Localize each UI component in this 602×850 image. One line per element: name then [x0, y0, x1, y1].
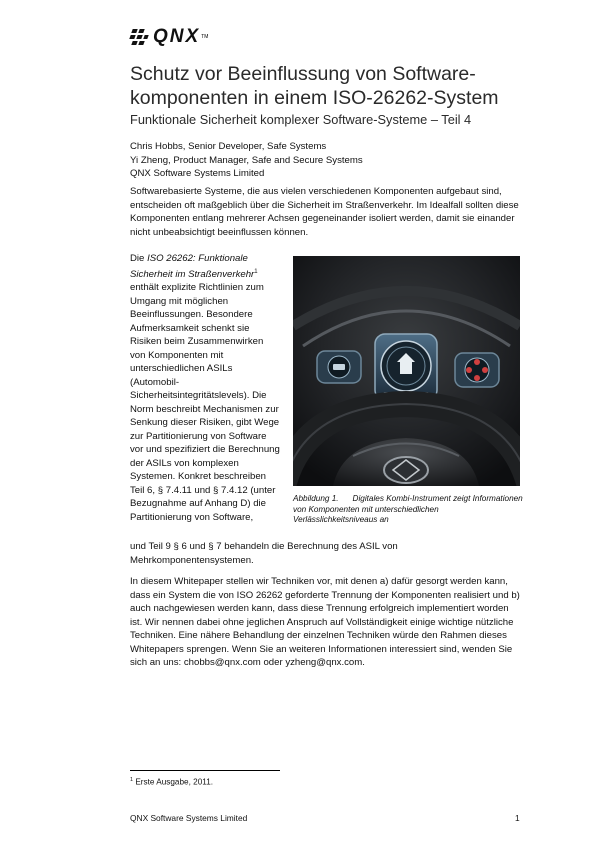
- figure-caption: [293, 494, 523, 526]
- footnote-number: 1: [130, 777, 134, 783]
- paragraph-prefix: Die: [130, 253, 148, 264]
- title-line-1: Schutz vor Beeinflussung von Software-: [130, 63, 476, 85]
- page-number: 1: [515, 813, 520, 823]
- qnx-logo: [130, 27, 208, 47]
- qnx-logo-mark-icon: [130, 28, 148, 46]
- footnote: [130, 775, 213, 788]
- standard-paragraph-body: enthält explizite Richtlinien zum Umgang mit möglichen Beeinflussungen. Besondere Aufmerksamkeit schenkt sie Risiken beim Zusammenwirken von Komponenten mit unterschiedlichen ASILs (Automobil-Sicherheitsintegritätslevels). Die Norm beschreibt Mechanismen zur Senkung dieser Risiken, gibt Wege zur Partitionierung von Software vor und spezifiziert die Berechnung der ASILs von komplexen Systemen. Konkret beschreiben Teil 6, § 7.4.11 und § 7.4.12 (unter Bezugnahme auf Anhang D) die Partitionierung von Software,: [130, 282, 280, 523]
- document-title: [130, 62, 570, 110]
- instrument-cluster-illustration: [293, 256, 520, 486]
- partition-paragraph-tail: und Teil 9 § 6 und § 7 behandeln die Berechnung des ASIL von Mehrkomponentensystemen.: [130, 541, 398, 566]
- footnote-reference: 1: [254, 268, 258, 275]
- footer-company: QNX Software Systems Limited: [130, 813, 248, 823]
- figure-caption-text: Digitales Kombi-Instrument zeigt Informationen von Komponenten mit unterschiedlichen Verlässlichkeitsniveaus an: [293, 494, 523, 524]
- techniques-paragraph: In diesem Whitepaper stellen wir Techniken vor, mit denen a) dafür gesorgt werden kann, dass ein System die von ISO 26262 geforderte Trennung der Komponenten realisiert und b) auch nachgewiesen werden kann, dass diese Trennung erfolgreich implementiert worden ist. Wir nennen dabei ohne jeglichen Anspruch auf Vollständigkeit einige wichtige nützliche Techniken. Eine nähere Behandlung der einzelnen Techniken würde den Rahmen dieses Whitepapers sprengen. Wenn Sie an weiteren Informationen interessiert sind, wenden Sie sich an uns: chobbs@qnx.com oder yzheng@qnx.com.: [130, 576, 520, 668]
- logo-text: QNX: [153, 26, 201, 47]
- standard-paragraph: [130, 252, 280, 524]
- author-line: QNX Software Systems Limited: [130, 168, 265, 179]
- footnote-divider: [130, 770, 280, 771]
- logo-trademark: TM: [201, 34, 209, 40]
- standard-title: ISO 26262: Funktionale Sicherheit im Straßenverkehr: [130, 253, 255, 280]
- author-line: Yi Zheng, Product Manager, Safe and Secure Systems: [130, 154, 363, 166]
- intro-paragraph: Softwarebasierte Systeme, die aus vielen verschiedenen Komponenten aufgebaut sind, entscheiden oft maßgeblich über die Sicherheit im Straßenverkehr. Im Idealfall sollten diese Komponenten entlang mehrerer Achsen gegeneinander isoliert werden, damit sie einander nicht unbeabsichtigt beeinflussen können.: [130, 186, 519, 238]
- author-block: [130, 140, 363, 181]
- author-line: Chris Hobbs, Senior Developer, Safe Systems: [130, 141, 327, 152]
- instrument-cluster-photo: [293, 256, 520, 486]
- title-line-2: komponenten in einem ISO-26262-System: [130, 87, 499, 109]
- document-subtitle: Funktionale Sicherheit komplexer Software-Systeme – Teil 4: [130, 112, 472, 127]
- figure-label: Abbildung 1.: [293, 494, 339, 503]
- footnote-text: Erste Ausgabe, 2011.: [133, 777, 214, 787]
